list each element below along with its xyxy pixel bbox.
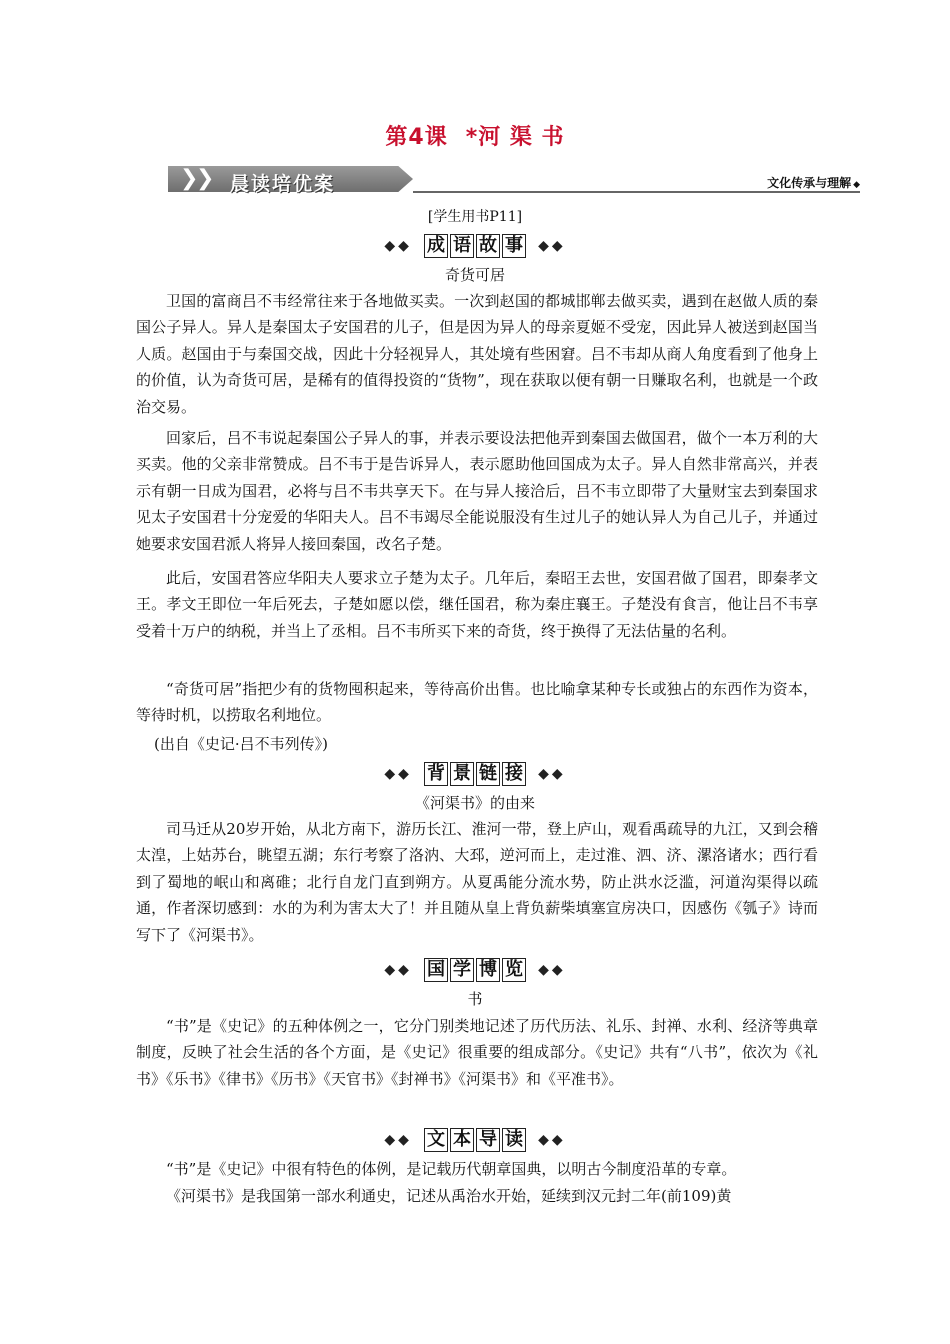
student-book-reference: [学生用书P11] bbox=[427, 209, 523, 225]
diamond-icon: ◆ bbox=[853, 180, 860, 190]
banner-rule bbox=[413, 191, 860, 193]
heading-char: 故 bbox=[476, 234, 500, 258]
heading-char: 语 bbox=[450, 234, 474, 258]
section-heading-label bbox=[423, 762, 527, 786]
paragraph: 回家后，吕不韦说起秦国公子异人的事，并表示要设法把他弄到秦国去做国君，做个一本万利的大买卖。他的父亲非常赞成。吕不韦于是告诉异人，表示愿助他回国成为太子。异人自然非常高兴，并表示有朝一日成为国君，必将与吕不韦共享天下。在与异人接洽后，吕不韦立即带了大量财宝去到秦国求见太子安国君十分宠爱的华阳夫人。吕不韦竭尽全能说服没有生过儿子的她认异人为自己儿子，并通过她要求安国君派人将异人接回秦国，改名子楚。 bbox=[136, 429, 818, 553]
paragraph: 司马迁从20岁开始，从北方南下，游历长江、淮河一带，登上庐山，观看禹疏导的九江，又到会稽太湟，上姑苏台，眺望五湖；东行考察了洛汭、大邳，逆河而上，走过淮、泗、济、漯洛诸水；西行看到了蜀地的岷山和离碓；北行自龙门直到朔方。从夏禹能分流水势，防止洪水泛滥，河道沟渠得以疏通，作者深切感到：水的为利为害太大了！并且随从皇上背负薪柴填塞宣房决口，因感伤《瓠子》诗而写下了《河渠书》。 bbox=[136, 820, 818, 944]
lesson-number: 第4课 bbox=[385, 125, 448, 150]
heading-char: 导 bbox=[476, 1128, 500, 1152]
paragraph: “奇货可居”指把少有的货物囤积起来，等待高价出售。也比喻拿某种专长或独占的东西作为资本，等待时机，以捞取名利地位。 bbox=[136, 680, 818, 725]
diamond-icon: ◆◆ bbox=[384, 962, 412, 978]
section-heading-label bbox=[423, 1128, 527, 1152]
diamond-icon: ◆◆ bbox=[384, 238, 412, 254]
heading-char: 博 bbox=[476, 958, 500, 982]
heading-char: 链 bbox=[476, 762, 500, 786]
chevron-right-icon: ❯ bbox=[196, 166, 215, 191]
heading-char: 本 bbox=[450, 1128, 474, 1152]
section-heading-background bbox=[0, 762, 950, 788]
lesson-title bbox=[0, 120, 950, 151]
section-heading-idiom-story bbox=[0, 234, 950, 260]
heading-char: 览 bbox=[502, 958, 526, 982]
chevron-right-icon: ❯ bbox=[180, 166, 199, 191]
paragraph: “书”是《史记》的五种体例之一，它分门别类地记述了历代历法、礼乐、封禅、水利、经济等典章制度，反映了社会生活的各个方面，是《史记》很重要的组成部分。《史记》共有“八书”，依次为《礼书》《乐书》《律书》《历书》《天官书》《封禅书》《河渠书》和《平准书》。 bbox=[136, 1017, 818, 1088]
section-subtitle: 《河渠书》的由来 bbox=[414, 794, 535, 812]
section-subtitle: 奇货可居 bbox=[444, 266, 505, 284]
paragraph: 此后，安国君答应华阳夫人要求立子楚为太子。几年后，秦昭王去世，安国君做了国君，即秦孝文王。孝文王即位一年后死去，子楚如愿以偿，继任国君，称为秦庄襄王。子楚没有食言，他让吕不韦享受着十万户的纳税，并当上了丞相。吕不韦所买下来的奇货，终于换得了无法估量的名利。 bbox=[136, 569, 818, 640]
section-heading-label bbox=[423, 958, 527, 982]
paragraph: “书”是《史记》中很有特色的体例，是记载历代朝章国典，以明古今制度沿革的专章。 bbox=[166, 1160, 737, 1178]
heading-char: 国 bbox=[424, 958, 448, 982]
heading-char: 背 bbox=[424, 762, 448, 786]
lesson-name: *河 渠 书 bbox=[465, 125, 565, 150]
banner-right-text: 文化传承与理解 bbox=[767, 176, 852, 190]
diamond-icon: ◆◆ bbox=[538, 238, 566, 254]
heading-char: 事 bbox=[502, 234, 526, 258]
section-banner bbox=[168, 160, 860, 196]
section-heading-text-guide bbox=[0, 1128, 950, 1154]
section-subtitle: 书 bbox=[467, 990, 483, 1008]
diamond-icon: ◆◆ bbox=[384, 766, 412, 782]
banner-label: 晨读培优案 bbox=[230, 173, 336, 195]
paragraph: 卫国的富商吕不韦经常往来于各地做买卖。一次到赵国的都城邯郸去做买卖，遇到在赵做人质的秦国公子异人。异人是秦国太子安国君的儿子，但是因为异人的母亲夏姬不受宠，因此异人被送到赵国当人质。赵国由于与秦国交战，因此十分轻视异人，其处境有些困窘。吕不韦却从商人角度看到了他身上的价值，认为奇货可居，是稀有的值得投资的“货物”，现在获取以便有朝一日赚取名利，也就是一个政治交易。 bbox=[136, 292, 818, 416]
heading-char: 学 bbox=[450, 958, 474, 982]
diamond-icon: ◆◆ bbox=[538, 962, 566, 978]
diamond-icon: ◆◆ bbox=[538, 766, 566, 782]
section-heading-sinology bbox=[0, 958, 950, 984]
section-heading-label bbox=[423, 234, 527, 258]
heading-char: 成 bbox=[424, 234, 448, 258]
diamond-icon: ◆◆ bbox=[538, 1132, 566, 1148]
heading-char: 读 bbox=[502, 1128, 526, 1152]
banner-right-label bbox=[767, 174, 860, 191]
heading-char: 文 bbox=[424, 1128, 448, 1152]
source-citation: (出自《史记·吕不韦列传》) bbox=[154, 735, 328, 753]
heading-char: 接 bbox=[502, 762, 526, 786]
heading-char: 景 bbox=[450, 762, 474, 786]
paragraph: 《河渠书》是我国第一部水利通史，记述从禹治水开始，延续到汉元封二年(前109)黄 bbox=[166, 1187, 732, 1205]
diamond-icon: ◆◆ bbox=[384, 1132, 412, 1148]
